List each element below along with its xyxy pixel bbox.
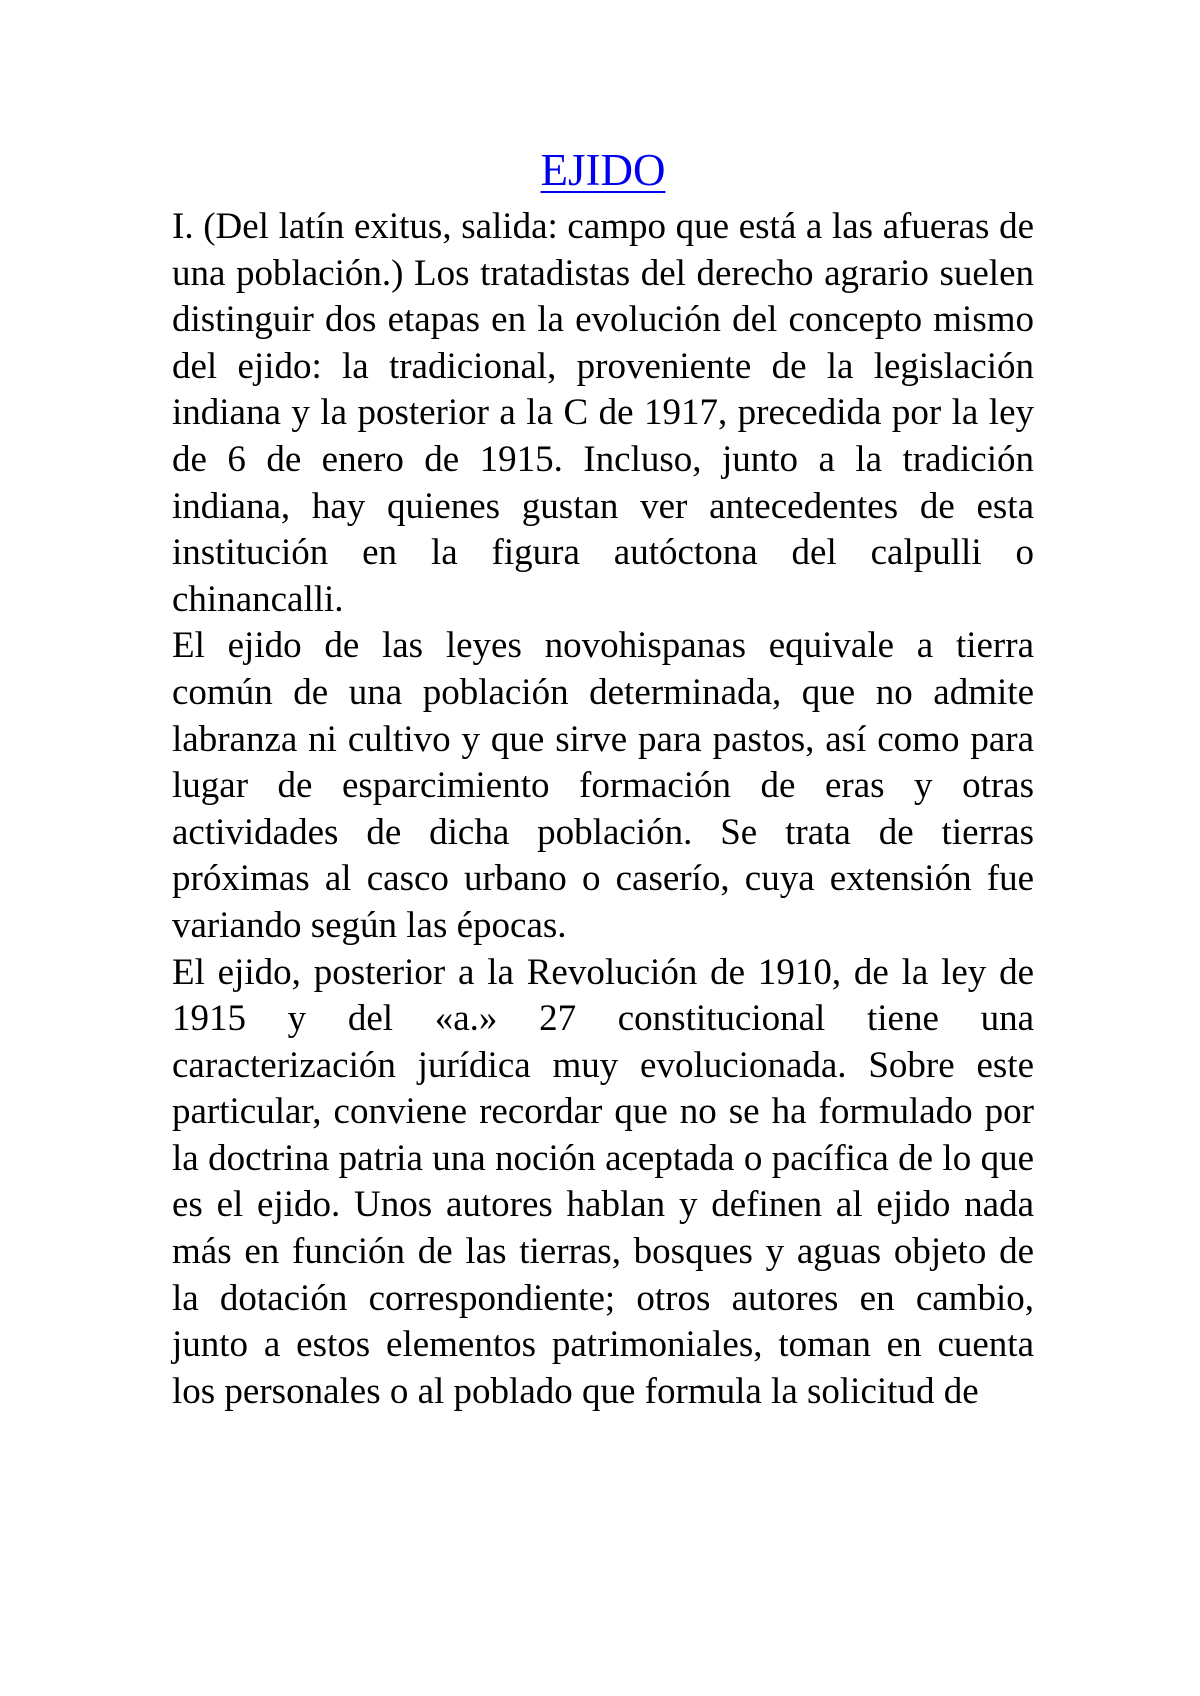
document-page [172,140,1034,1415]
title-link[interactable]: EJIDO [540,145,666,195]
paragraph-2: El ejido de las leyes novohispanas equivale a tierra común de una población determinada, que no admite labranza ni cultivo y que sirve para pastos, así como para lugar de esparcimiento formación de eras y otras actividades de dicha población. Se trata de tierras próximas al casco urbano o caserío, cuya extensión fue variando según las épocas. [172,625,1034,946]
document-title [172,140,1034,200]
paragraph-1: I. (Del latín exitus, salida: campo que está a las afueras de una población.) Los tratadistas del derecho agrario suelen distinguir dos etapas en la evolución del concepto mismo del ejido: la tradicional, proveniente de la legislación indiana y la posterior a la C de 1917, precedida por la ley de 6 de enero de 1915. Incluso, junto a la tradición indiana, hay quienes gustan ver antecedentes de esta institución en la figura autóctona del calpulli o chinancalli. [172,206,1034,620]
paragraph-3: El ejido, posterior a la Revolución de 1910, de la ley de 1915 y del «a.» 27 constitucional tiene una caracterización jurídica muy evolucionada. Sobre este particular, conviene recordar que no se ha formulado por la doctrina patria una noción aceptada o pacífica de lo que es el ejido. Unos autores hablan y definen al ejido nada más en función de las tierras, bosques y aguas objeto de la dotación correspondiente; otros autores en cambio, junto a estos elementos patrimoniales, toman en cuenta los personales o al poblado que formula la solicitud de [172,951,1034,1412]
